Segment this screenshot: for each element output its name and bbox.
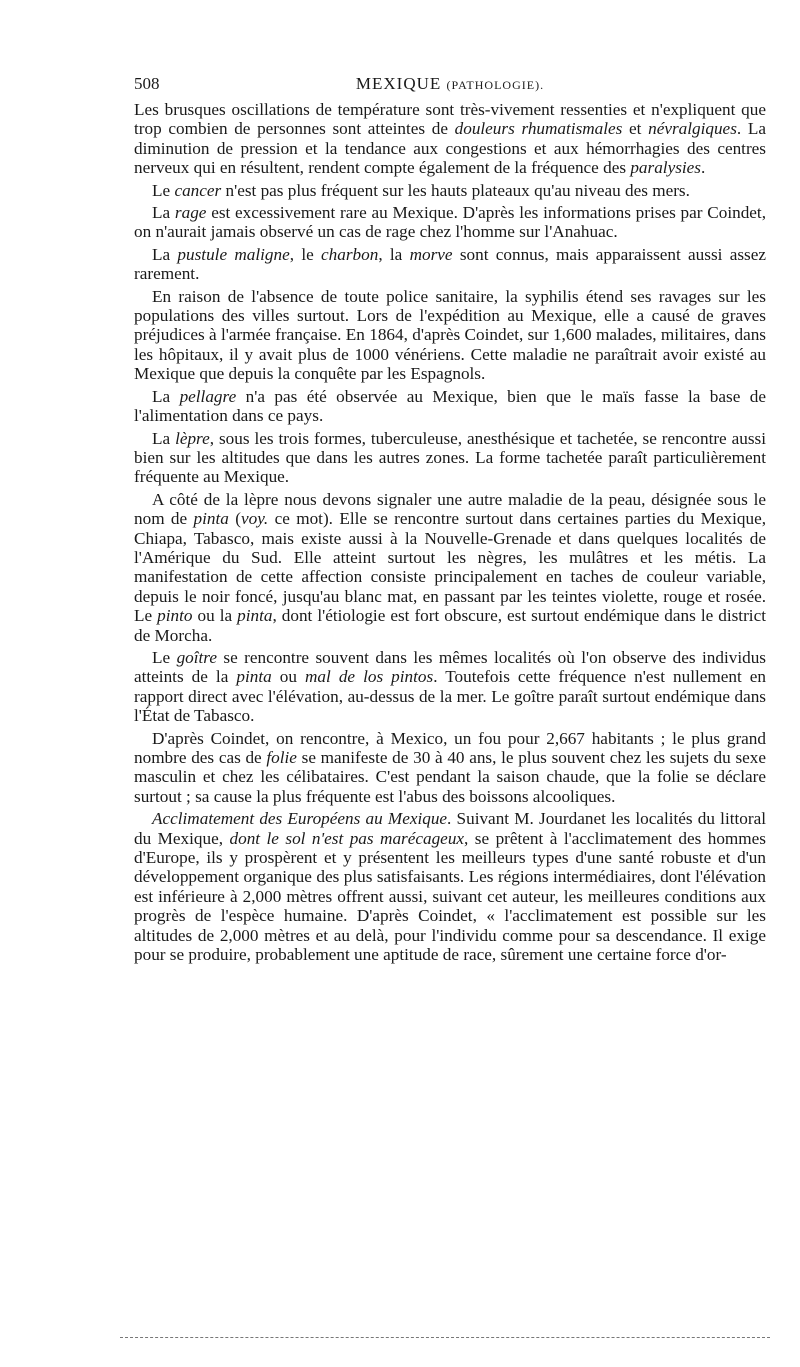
italic-term: Acclimatement des Européens au Mexique — [152, 809, 448, 829]
italic-term: pustule maligne — [177, 244, 290, 264]
text-run: Le — [152, 647, 177, 667]
text-run: En raison de l'absence de toute police sanitaire, la syphilis étend ses ravages sur les populations des villes surtout. Lors de l'expédition au Mexique, elle a causé de graves préjudices à l'armée française. En 1864, d'après Coindet, sur 1,600 malades, militaires, dans les hôpitaux, il y avait plus de 1000 vénériens. Cette maladie ne paraîtrait avoir existé au Mexique que depuis la conquête par les Espagnols. — [134, 286, 766, 384]
italic-term: névralgiques — [648, 119, 737, 139]
text-run: ce mot). Elle se rencontre surtout dans certaines parties du Mexique, Chiapa, Tabasco, mais existe aussi à la Nouvelle-Grenade et dans quelques localités de l'Amérique du Sud. Elle atteint surtout les nègres, les mulâtres et les métis. La manifestation de cette affection consiste principalement en taches de couleur variable, depuis le noir foncé, jusqu'au blanc mat, en passant par les teintes violette, rouge et rosée. Le — [134, 509, 766, 626]
running-title-main: MEXIQUE — [355, 74, 442, 93]
paragraph — [134, 203, 766, 242]
text-run: . Toutefois cette fréquence n'est nullement en rapport direct avec l'élévation, au-dessus de la mer. Le goître paraît surtout endémique dans l'État de Tabasco. — [134, 667, 766, 726]
paragraph — [134, 245, 766, 284]
paragraph — [134, 100, 766, 178]
italic-term: paralysies — [630, 158, 701, 178]
paragraph — [134, 490, 766, 645]
italic-term: mal de los pintos — [305, 667, 434, 687]
paragraph — [134, 729, 766, 807]
text-run: La — [152, 428, 176, 448]
text-run: . — [700, 158, 706, 178]
italic-term: charbon — [321, 244, 379, 264]
text-run: est excessivement rare au Mexique. D'après les informations prises par Coindet, on n'aurait jamais observé un cas de rage chez l'homme sur l'Anahuac. — [134, 203, 766, 242]
paragraph — [134, 648, 766, 726]
italic-term: goître — [176, 647, 217, 667]
text-run: . Suivant M. Jourdanet les localités du littoral du Mexique, — [134, 809, 766, 848]
text-run: ( — [228, 509, 241, 529]
text-run: ou la — [192, 606, 238, 626]
italic-term: voy. — [241, 509, 269, 529]
paragraph — [134, 387, 766, 426]
text-run: Le — [152, 180, 175, 200]
italic-term: folie — [266, 748, 297, 767]
italic-term: pinta — [237, 606, 273, 626]
italic-term: pellagre — [179, 386, 237, 406]
italic-term: cancer — [174, 180, 222, 200]
text-run: n'est pas plus fréquent sur les hauts plateaux qu'au niveau des mers. — [221, 180, 690, 200]
text-run: La — [152, 244, 178, 264]
body-text — [134, 100, 766, 967]
text-run: , le — [289, 244, 322, 264]
italic-term: rage — [174, 203, 207, 223]
text-run: et — [622, 119, 649, 139]
page-number: 508 — [134, 74, 160, 93]
footer-rule — [120, 1337, 770, 1338]
text-run: , se prêtent à l'acclimatement des hommes d'Europe, ils y prospèrent et y présentent les meilleurs types d'une santé robuste et d'un développement organique des plus satisfaisants. Les régions intermédiaires, dont l'élévation est inférieure à 2,000 mètres offrent aussi, suivant cet auteur, les meilleures conditions aux progrès de l'espèce humaine. D'après Coindet, « l'acclimatement est possible sur les altitudes de 2,000 mètres et au delà, pour l'individu comme pour sa descendance. Il exige pour se produire, probablement une aptitude de race, sûrement une certaine force d'or- — [134, 828, 766, 965]
text-run: . La diminution de pression et la tendance aux congestions et aux hémorrhagies des centres nerveux qui en résultent, rendent compte également de la fréquence des — [134, 119, 766, 178]
text-run: sont connus, mais apparaissent aussi assez rarement. — [134, 244, 766, 284]
running-title-sub: (PATHOLOGIE). — [446, 78, 545, 92]
text-run: n'a pas été observée au Mexique, bien que le maïs fasse la base de l'alimentation dans ce pays. — [134, 386, 766, 426]
text-run: La — [152, 203, 175, 223]
italic-term: pinta — [236, 667, 272, 687]
italic-term: dont le sol n'est pas marécageux — [229, 828, 465, 848]
text-run: se manifeste de 30 à 40 ans, le plus souvent chez les sujets du sexe masculin et chez les célibataires. C'est pendant la saison chaude, que la folie se déclare surtout ; sa cause la plus fréquente est l'abus des boissons alcooliques. — [134, 748, 766, 806]
text-run: A côté de la lèpre nous devons signaler une autre maladie de la peau, désignée sous le nom de — [134, 489, 766, 529]
text-run: , sous les trois formes, tuberculeuse, anesthésique et tachetée, se rencontre aussi bien sur les altitudes que dans les autres zones. La forme tachetée paraît particulièrement fréquente au Mexique. — [134, 428, 766, 487]
page-header — [134, 74, 766, 98]
text-run: La — [152, 386, 180, 406]
italic-term: douleurs rhumatismales — [454, 119, 623, 139]
paragraph — [134, 287, 766, 384]
text-run: D'après Coindet, on rencontre, à Mexico, un fou pour 2,667 habitants ; le plus grand nombre des cas de — [134, 728, 766, 767]
italic-term: pinta — [193, 509, 229, 529]
text-run: , la — [378, 244, 410, 264]
text-run: , dont l'étiologie est fort obscure, est surtout endémique dans le district de Morcha. — [134, 606, 766, 645]
italic-term: morve — [409, 244, 453, 264]
text-run: Les brusques oscillations de température sont très-vivement ressenties et n'expliquent que trop combien de personnes sont atteintes de — [134, 100, 766, 139]
running-title — [134, 74, 766, 94]
text-run: ou — [271, 667, 305, 687]
italic-term: lèpre — [175, 428, 210, 448]
text-run: se rencontre souvent dans les mêmes localités où l'on observe des individus atteints de la — [134, 647, 766, 687]
italic-term: pinto — [157, 606, 193, 626]
paragraph — [134, 429, 766, 487]
paragraph — [134, 809, 766, 964]
paragraph — [134, 181, 766, 200]
